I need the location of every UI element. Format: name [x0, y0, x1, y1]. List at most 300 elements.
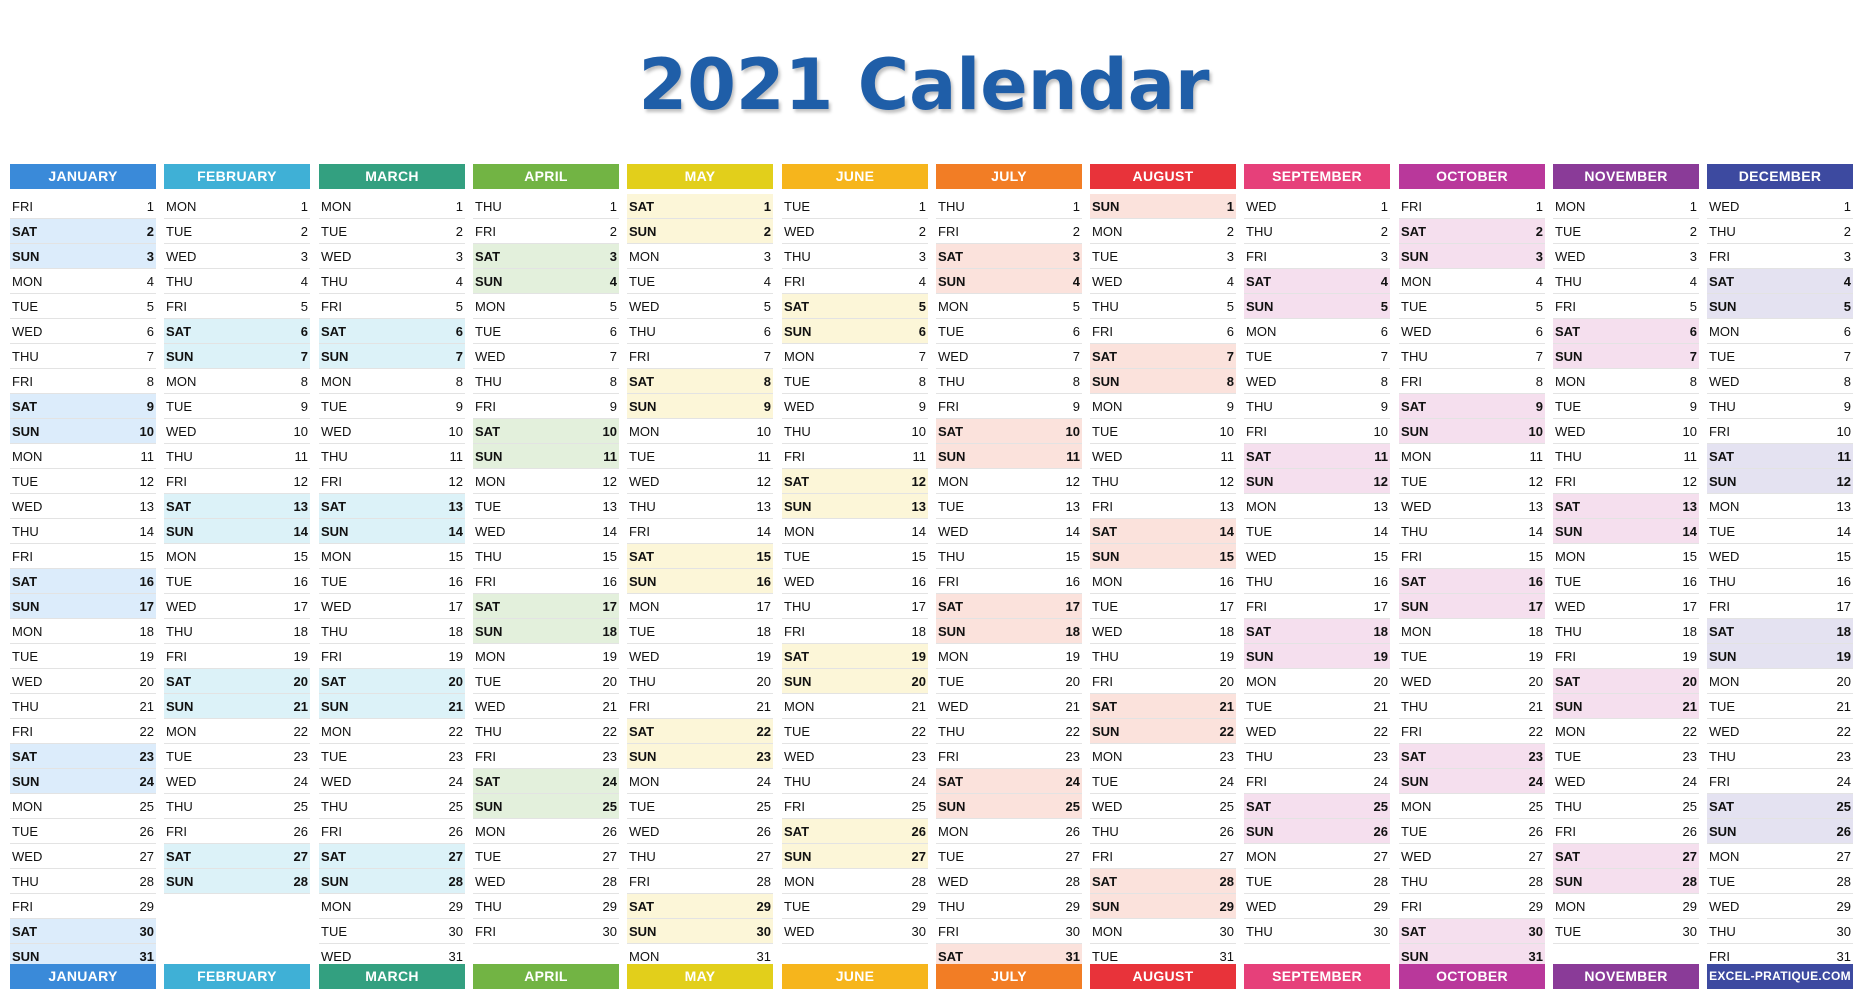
weekday-label: THU — [1246, 749, 1273, 764]
day-cell — [1090, 369, 1236, 394]
day-number: 28 — [1065, 874, 1080, 889]
weekday-label: SUN — [321, 874, 349, 889]
day-cell — [936, 894, 1082, 919]
weekday-label: THU — [321, 274, 348, 289]
weekday-label: MON — [166, 724, 197, 739]
weekday-label: THU — [938, 724, 965, 739]
weekday-label: SUN — [784, 324, 812, 339]
day-number: 4 — [1072, 274, 1080, 289]
weekday-label: SUN — [1092, 549, 1120, 564]
day-number: 7 — [1535, 349, 1543, 364]
day-cell — [1399, 219, 1545, 244]
day-cell — [936, 219, 1082, 244]
weekday-label: SAT — [166, 499, 192, 514]
day-number: 11 — [1683, 449, 1697, 464]
weekday-label: MON — [166, 549, 197, 564]
day-number: 31 — [756, 949, 771, 964]
day-cell — [1244, 919, 1390, 944]
weekday-label: THU — [1709, 399, 1736, 414]
day-cell — [1553, 894, 1699, 919]
day-cell — [1090, 519, 1236, 544]
day-number: 18 — [1373, 624, 1388, 639]
day-cell — [782, 744, 928, 769]
day-number: 11 — [603, 449, 617, 464]
day-number: 17 — [756, 599, 771, 614]
day-cell — [10, 219, 156, 244]
day-number: 30 — [1836, 924, 1851, 939]
day-number: 5 — [1380, 299, 1388, 314]
day-number: 1 — [1843, 199, 1851, 214]
day-number: 30 — [448, 924, 463, 939]
day-number: 19 — [1836, 649, 1851, 664]
day-cell — [473, 769, 619, 794]
weekday-label: TUE — [1555, 924, 1581, 939]
day-cell — [1244, 769, 1390, 794]
day-cell — [1553, 919, 1699, 944]
day-cell — [473, 344, 619, 369]
day-cell — [936, 419, 1082, 444]
day-cell — [10, 319, 156, 344]
day-cell — [10, 444, 156, 469]
day-cell — [1244, 719, 1390, 744]
day-cell — [1090, 694, 1236, 719]
day-number: 21 — [756, 699, 771, 714]
weekday-label: WED — [938, 524, 969, 539]
day-cell — [1090, 444, 1236, 469]
day-cell — [10, 619, 156, 644]
weekday-label: WED — [938, 349, 969, 364]
day-number: 29 — [602, 899, 617, 914]
weekday-label: SUN — [784, 499, 812, 514]
day-number: 5 — [1072, 299, 1080, 314]
weekday-label: SAT — [1092, 699, 1118, 714]
day-number: 24 — [448, 774, 463, 789]
weekday-label: THU — [1709, 749, 1736, 764]
day-cell — [164, 569, 310, 594]
day-cell — [1399, 194, 1545, 219]
day-cell — [319, 494, 465, 519]
day-cell — [164, 369, 310, 394]
day-number: 22 — [448, 724, 463, 739]
weekday-label: WED — [1246, 724, 1277, 739]
day-number: 8 — [1843, 374, 1851, 389]
day-cell — [10, 269, 156, 294]
weekday-label: WED — [629, 299, 660, 314]
day-cell — [782, 619, 928, 644]
day-number: 19 — [1528, 649, 1543, 664]
day-number: 11 — [449, 449, 463, 464]
day-cell — [473, 419, 619, 444]
day-number: 3 — [1689, 249, 1697, 264]
day-number: 1 — [146, 199, 154, 214]
day-number: 9 — [1380, 399, 1388, 414]
weekday-label: THU — [1555, 799, 1582, 814]
day-cell — [319, 919, 465, 944]
footer-credit: EXCEL-PRATIQUE.COM — [1707, 964, 1853, 989]
day-cell — [164, 244, 310, 269]
weekday-label: WED — [1555, 599, 1586, 614]
weekday-label: TUE — [321, 924, 347, 939]
month-header-august: AUGUST — [1090, 164, 1236, 189]
day-number: 25 — [602, 799, 617, 814]
month-column-june — [782, 164, 928, 984]
weekday-label: FRI — [938, 574, 959, 589]
day-number: 22 — [756, 724, 771, 739]
weekday-label: WED — [1401, 674, 1432, 689]
weekday-label: TUE — [1246, 524, 1272, 539]
day-number: 25 — [1373, 799, 1388, 814]
weekday-label: TUE — [1555, 574, 1581, 589]
day-number: 9 — [763, 399, 771, 414]
weekday-label: SAT — [784, 299, 810, 314]
day-cell — [627, 394, 773, 419]
month-column-january — [10, 164, 156, 984]
day-cell — [782, 294, 928, 319]
day-cell — [782, 319, 928, 344]
day-number: 30 — [139, 924, 154, 939]
day-number: 20 — [1836, 674, 1851, 689]
day-number: 1 — [1226, 199, 1234, 214]
day-cell — [1090, 494, 1236, 519]
day-number: 6 — [763, 324, 771, 339]
day-cell — [1399, 719, 1545, 744]
weekday-label: THU — [629, 324, 656, 339]
day-number: 17 — [1219, 599, 1234, 614]
weekday-label: SAT — [1246, 274, 1272, 289]
day-cell — [1707, 569, 1853, 594]
weekday-label: THU — [784, 774, 811, 789]
day-number: 10 — [448, 424, 463, 439]
weekday-label: FRI — [784, 449, 805, 464]
weekday-label: FRI — [12, 899, 33, 914]
weekday-label: FRI — [938, 224, 959, 239]
day-number: 22 — [1528, 724, 1543, 739]
day-cell — [1244, 844, 1390, 869]
weekday-label: WED — [1709, 549, 1740, 564]
weekday-label: TUE — [1092, 774, 1118, 789]
weekday-label: TUE — [166, 399, 192, 414]
day-cell — [1090, 719, 1236, 744]
weekday-label: WED — [629, 824, 660, 839]
day-cell — [473, 819, 619, 844]
day-cell — [936, 669, 1082, 694]
day-cell — [10, 394, 156, 419]
weekday-label: THU — [321, 449, 348, 464]
day-cell — [1399, 869, 1545, 894]
day-cell — [627, 544, 773, 569]
day-number: 26 — [1528, 824, 1543, 839]
day-number: 8 — [1535, 374, 1543, 389]
day-cell — [936, 719, 1082, 744]
day-number: 14 — [293, 524, 308, 539]
day-cell — [936, 844, 1082, 869]
day-number: 4 — [918, 274, 926, 289]
weekday-label: TUE — [1555, 749, 1581, 764]
weekday-label: SUN — [321, 524, 349, 539]
day-number: 5 — [1535, 299, 1543, 314]
day-number: 20 — [448, 674, 463, 689]
month-footer-january: JANUARY — [10, 964, 156, 989]
day-number: 7 — [1689, 349, 1697, 364]
day-number: 16 — [1373, 574, 1388, 589]
day-cell — [473, 744, 619, 769]
day-number: 18 — [1836, 624, 1851, 639]
month-column-april — [473, 164, 619, 984]
day-cell — [936, 494, 1082, 519]
day-number: 9 — [918, 399, 926, 414]
weekday-label: MON — [938, 474, 969, 489]
weekday-label: SUN — [12, 249, 40, 264]
weekday-label: FRI — [321, 649, 342, 664]
month-header-february: FEBRUARY — [164, 164, 310, 189]
day-number: 11 — [757, 449, 771, 464]
day-cell — [1553, 794, 1699, 819]
weekday-label: SAT — [1709, 799, 1735, 814]
weekday-label: SUN — [784, 674, 812, 689]
weekday-label: WED — [12, 674, 43, 689]
day-number: 27 — [1373, 849, 1388, 864]
day-number: 17 — [448, 599, 463, 614]
weekday-label: SAT — [784, 824, 810, 839]
day-cell — [1244, 794, 1390, 819]
day-cell — [1553, 294, 1699, 319]
day-number: 1 — [1535, 199, 1543, 214]
day-number: 22 — [602, 724, 617, 739]
day-number: 25 — [1065, 799, 1080, 814]
day-cell — [627, 319, 773, 344]
day-number: 19 — [1065, 649, 1080, 664]
weekday-label: THU — [12, 524, 39, 539]
day-number: 25 — [1528, 799, 1543, 814]
day-number: 7 — [300, 349, 308, 364]
day-cell — [473, 244, 619, 269]
day-cell — [1553, 444, 1699, 469]
day-number: 13 — [1682, 499, 1697, 514]
day-cell — [1553, 194, 1699, 219]
day-number: 16 — [911, 574, 926, 589]
weekday-label: SUN — [1401, 424, 1429, 439]
day-number: 29 — [448, 899, 463, 914]
weekday-label: SUN — [166, 699, 194, 714]
weekday-label: MON — [1401, 799, 1432, 814]
day-cell — [1707, 594, 1853, 619]
weekday-label: TUE — [1246, 874, 1272, 889]
weekday-label: MON — [1092, 749, 1123, 764]
weekday-label: THU — [938, 549, 965, 564]
day-cell — [1553, 769, 1699, 794]
day-cell — [10, 744, 156, 769]
day-cell — [10, 544, 156, 569]
day-number: 15 — [602, 549, 617, 564]
month-footer-june: JUNE — [782, 964, 928, 989]
day-cell — [10, 894, 156, 919]
day-cell — [1399, 319, 1545, 344]
day-number: 1 — [1380, 199, 1388, 214]
day-number: 16 — [1065, 574, 1080, 589]
weekday-label: TUE — [1709, 349, 1735, 364]
weekday-label: FRI — [629, 874, 650, 889]
weekday-label: WED — [1092, 274, 1123, 289]
day-number: 26 — [139, 824, 154, 839]
day-cell — [473, 519, 619, 544]
day-number: 19 — [1373, 649, 1388, 664]
day-cell — [1553, 569, 1699, 594]
day-cell — [936, 519, 1082, 544]
day-cell — [164, 744, 310, 769]
weekday-label: SAT — [1092, 524, 1118, 539]
month-column-october — [1399, 164, 1545, 984]
weekday-label: WED — [1709, 199, 1740, 214]
day-cell — [1553, 694, 1699, 719]
day-cell — [10, 344, 156, 369]
day-cell — [936, 819, 1082, 844]
day-cell — [1090, 844, 1236, 869]
day-number: 4 — [763, 274, 771, 289]
weekday-label: TUE — [784, 724, 810, 739]
weekday-label: TUE — [1401, 824, 1427, 839]
day-number: 8 — [763, 374, 771, 389]
weekday-label: MON — [321, 724, 352, 739]
day-cell — [627, 669, 773, 694]
weekday-label: WED — [1092, 799, 1123, 814]
day-cell — [1707, 219, 1853, 244]
weekday-label: MON — [1709, 499, 1740, 514]
weekday-label: SAT — [1246, 799, 1272, 814]
weekday-label: THU — [166, 274, 193, 289]
day-cell — [936, 594, 1082, 619]
day-number: 27 — [1836, 849, 1851, 864]
weekday-label: FRI — [475, 224, 496, 239]
day-number: 15 — [139, 549, 154, 564]
day-number: 4 — [1689, 274, 1697, 289]
weekday-label: SUN — [1709, 474, 1737, 489]
day-cell — [1707, 294, 1853, 319]
day-cell — [473, 294, 619, 319]
weekday-label: SUN — [1401, 599, 1429, 614]
month-header-october: OCTOBER — [1399, 164, 1545, 189]
day-number: 29 — [139, 899, 154, 914]
weekday-label: WED — [629, 474, 660, 489]
weekday-label: TUE — [1555, 224, 1581, 239]
day-cell — [164, 719, 310, 744]
day-number: 30 — [1219, 924, 1234, 939]
weekday-label: SAT — [12, 574, 38, 589]
weekday-label: THU — [475, 199, 502, 214]
day-number: 26 — [448, 824, 463, 839]
day-cell — [164, 769, 310, 794]
weekday-label: SUN — [1555, 524, 1583, 539]
weekday-label: FRI — [1709, 774, 1730, 789]
weekday-label: TUE — [12, 474, 38, 489]
weekday-label: SAT — [1555, 674, 1581, 689]
weekday-label: TUE — [938, 849, 964, 864]
weekday-label: SUN — [1401, 249, 1429, 264]
weekday-label: SAT — [12, 224, 38, 239]
weekday-label: SAT — [166, 849, 192, 864]
day-number: 17 — [293, 599, 308, 614]
weekday-label: THU — [1709, 924, 1736, 939]
day-cell — [782, 894, 928, 919]
day-number: 3 — [763, 249, 771, 264]
day-cell — [10, 869, 156, 894]
day-cell — [10, 719, 156, 744]
weekday-label: FRI — [12, 724, 33, 739]
weekday-label: SAT — [1555, 499, 1581, 514]
weekday-label: WED — [1246, 899, 1277, 914]
day-cell — [936, 769, 1082, 794]
weekday-label: WED — [629, 649, 660, 664]
weekday-label: FRI — [475, 399, 496, 414]
day-cell — [782, 519, 928, 544]
day-number: 24 — [1528, 774, 1543, 789]
weekday-label: MON — [1709, 674, 1740, 689]
weekday-label: MON — [321, 374, 352, 389]
weekday-label: SUN — [938, 624, 966, 639]
day-cell — [782, 344, 928, 369]
day-number: 30 — [1682, 924, 1697, 939]
day-cell — [319, 544, 465, 569]
day-number: 11 — [1529, 449, 1543, 464]
day-cell — [1707, 619, 1853, 644]
day-cell — [1707, 244, 1853, 269]
weekday-label: SUN — [321, 699, 349, 714]
day-number: 24 — [1219, 774, 1234, 789]
day-cell — [1399, 644, 1545, 669]
weekday-label: FRI — [1401, 899, 1422, 914]
day-cell — [319, 869, 465, 894]
day-number: 4 — [1380, 274, 1388, 289]
month-footer-november: NOVEMBER — [1553, 964, 1699, 989]
weekday-label: TUE — [938, 324, 964, 339]
weekday-label: SAT — [321, 849, 347, 864]
day-cell — [164, 544, 310, 569]
weekday-label: TUE — [1401, 474, 1427, 489]
weekday-label: FRI — [475, 749, 496, 764]
weekday-label: FRI — [12, 374, 33, 389]
weekday-label: WED — [1246, 374, 1277, 389]
page-title: 2021 Calendar — [638, 44, 1210, 126]
day-number: 28 — [1373, 874, 1388, 889]
day-number: 26 — [1682, 824, 1697, 839]
day-cell — [164, 644, 310, 669]
day-number: 17 — [139, 599, 154, 614]
day-number: 20 — [293, 674, 308, 689]
day-cell — [10, 844, 156, 869]
day-number: 5 — [763, 299, 771, 314]
weekday-label: TUE — [12, 299, 38, 314]
weekday-label: THU — [629, 849, 656, 864]
day-cell — [1707, 544, 1853, 569]
day-number: 6 — [918, 324, 926, 339]
weekday-label: SAT — [629, 374, 655, 389]
month-header-september: SEPTEMBER — [1244, 164, 1390, 189]
day-cell — [936, 919, 1082, 944]
day-number: 11 — [1220, 449, 1234, 464]
weekday-label: SAT — [475, 599, 501, 614]
weekday-label: MON — [938, 299, 969, 314]
weekday-label: TUE — [1092, 949, 1118, 964]
day-number: 3 — [609, 249, 617, 264]
day-cell — [319, 444, 465, 469]
day-number: 7 — [455, 349, 463, 364]
weekday-label: TUE — [629, 799, 655, 814]
day-cell — [10, 819, 156, 844]
day-number: 6 — [1380, 324, 1388, 339]
day-number: 14 — [1373, 524, 1388, 539]
day-cell — [1090, 819, 1236, 844]
day-number: 18 — [911, 624, 926, 639]
day-number: 21 — [1219, 699, 1234, 714]
